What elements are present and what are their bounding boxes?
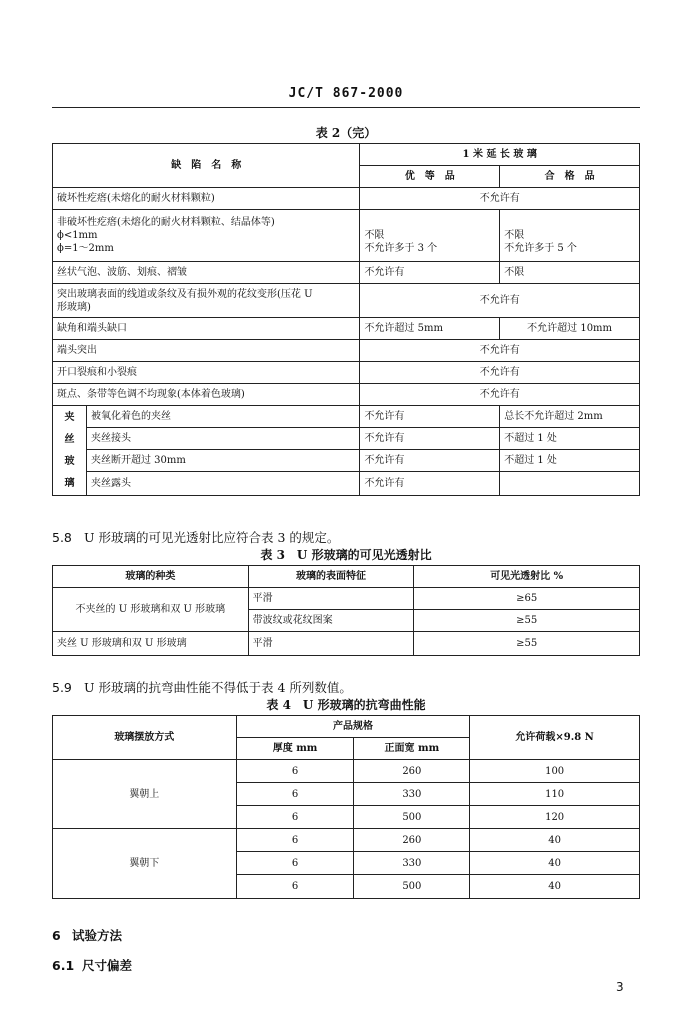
table-row [53,340,640,362]
table3 [52,565,640,656]
excellent-requirement: 不允许超过 5mm [360,318,500,340]
width-value: 330 [354,852,470,875]
placement-header: 玻璃摆放方式 [53,716,237,760]
transmittance-value: ≥65 [414,588,640,610]
clause-text: U 形玻璃的可见光透射比应符合表 3 的规定。 [84,530,340,545]
group-label-char: 璃 [64,477,75,489]
placement-label: 翼朝上 [53,760,237,829]
transmittance-header: 可见光透射比 % [414,566,640,588]
defect-name: 端头突出 [53,340,360,362]
requirement-line: 不限 [504,230,525,241]
table-row [53,406,640,428]
load-value: 40 [470,852,640,875]
section-6-1-heading [52,956,132,974]
requirement: 不允许有 [360,340,640,362]
surface-feature-header: 玻璃的表面特征 [248,566,414,588]
thickness-value: 6 [236,829,354,852]
surface-feature: 平滑 [248,632,414,656]
meter-glass-header: 1 米 延 长 玻 璃 [360,144,640,166]
requirement-line: 不允许多于 5 个 [504,243,577,254]
width-value: 330 [354,783,470,806]
qualified-requirement [500,472,640,496]
defect-name: 缺角和端头缺口 [53,318,360,340]
table2 [52,143,640,496]
wired-glass-group-label [53,406,87,496]
document-header: JC/T 867-2000 [288,86,404,101]
table-row [53,318,640,340]
load-header: 允许荷载×9.8 N [470,716,640,760]
defect-name: 斑点、条带等色调不均现象(本体着色玻璃) [53,384,360,406]
table-row [53,829,640,852]
page-number: 3 [616,980,624,994]
group-label-char: 玻 [64,455,75,467]
qualified-grade-header: 合 格 品 [500,166,640,188]
defect-name: 丝状气泡、波筋、划痕、褶皱 [53,262,360,284]
excellent-requirement: 不允许有 [360,406,500,428]
defect-name: 夹丝断开超过 30mm [86,450,359,472]
table-row [53,632,640,656]
clause-number: 5.9 [52,680,72,695]
requirement: 不允许有 [360,384,640,406]
defect-name-line: 形玻璃) [57,301,91,313]
section-number: 6.1 [52,958,75,973]
header-rule [52,107,640,108]
defect-name: 破坏性疙瘩(未熔化的耐火材料颗粒) [53,188,360,210]
width-header: 正面宽 mm [354,738,470,760]
load-value: 110 [470,783,640,806]
table3-caption: 表 3 U 形玻璃的可见光透射比 [260,548,432,562]
width-value: 500 [354,875,470,899]
requirement-line: 不限 [364,230,385,241]
placement-label: 翼朝下 [53,829,237,899]
group-label-char: 丝 [64,433,75,445]
spec-header: 产品规格 [236,716,470,738]
defect-name [53,284,360,318]
thickness-value: 6 [236,806,354,829]
table-row [53,472,640,496]
table-row [53,210,640,262]
table-row [53,262,640,284]
excellent-requirement [360,210,500,262]
width-value: 260 [354,829,470,852]
table-row [53,362,640,384]
width-value: 500 [354,806,470,829]
section-title: 尺寸偏差 [82,958,133,973]
table-row [53,428,640,450]
table-row [53,384,640,406]
table4 [52,715,640,899]
table-row [53,284,640,318]
requirement: 不允许有 [360,362,640,384]
group-label-char: 夹 [64,411,75,423]
requirement: 不允许有 [360,284,640,318]
qualified-requirement: 不超过 1 处 [500,428,640,450]
excellent-requirement: 不允许有 [360,428,500,450]
table-row [53,760,640,783]
excellent-requirement: 不允许有 [360,262,500,284]
thickness-value: 6 [236,760,354,783]
excellent-requirement: 不允许有 [360,450,500,472]
paragraph-5-8 [52,528,339,546]
table2-caption: 表 2（完） [315,126,377,140]
surface-feature: 平滑 [248,588,414,610]
defect-name: 开口裂痕和小裂痕 [53,362,360,384]
glass-type: 夹丝 U 形玻璃和双 U 形玻璃 [53,632,249,656]
paragraph-5-9 [52,678,352,696]
table-row [53,188,640,210]
excellent-requirement: 不允许有 [360,472,500,496]
excellent-grade-header: 优 等 品 [360,166,500,188]
table4-caption: 表 4 U 形玻璃的抗弯曲性能 [266,698,426,712]
width-value: 260 [354,760,470,783]
clause-text: U 形玻璃的抗弯曲性能不得低于表 4 所列数值。 [84,680,352,695]
thickness-value: 6 [236,875,354,899]
glass-type-header: 玻璃的种类 [53,566,249,588]
requirement: 不允许有 [360,188,640,210]
table-row [53,588,640,610]
defect-name [53,210,360,262]
load-value: 40 [470,829,640,852]
qualified-requirement [500,210,640,262]
defect-name-line: ϕ<1mm [57,230,98,241]
section-6-heading [52,926,122,944]
qualified-requirement: 总长不允许超过 2mm [500,406,640,428]
defect-name-line: 突出玻璃表面的线道或条纹及有损外观的花纹变形(压花 U [57,288,313,300]
load-value: 100 [470,760,640,783]
defect-name: 夹丝接头 [86,428,359,450]
qualified-requirement: 不限 [500,262,640,284]
load-value: 40 [470,875,640,899]
transmittance-value: ≥55 [414,632,640,656]
defect-name: 被氧化着色的夹丝 [86,406,359,428]
table-row [53,450,640,472]
transmittance-value: ≥55 [414,610,640,632]
defect-name-header: 缺 陷 名 称 [53,144,360,188]
requirement-line: 不允许多于 3 个 [364,243,438,254]
defect-name-line: 非破坏性疙瘩(未熔化的耐火材料颗粒、结晶体等) [57,217,275,228]
thickness-header: 厚度 mm [236,738,354,760]
clause-number: 5.8 [52,530,72,545]
section-number: 6 [52,928,61,943]
thickness-value: 6 [236,783,354,806]
thickness-value: 6 [236,852,354,875]
load-value: 120 [470,806,640,829]
glass-type: 不夹丝的 U 形玻璃和双 U 形玻璃 [53,588,249,632]
section-title: 试验方法 [72,928,123,943]
defect-name-line: ϕ=1～2mm [57,243,114,254]
qualified-requirement: 不允许超过 10mm [500,318,640,340]
qualified-requirement: 不超过 1 处 [500,450,640,472]
surface-feature: 带波纹或花纹图案 [248,610,414,632]
defect-name: 夹丝露头 [86,472,359,496]
